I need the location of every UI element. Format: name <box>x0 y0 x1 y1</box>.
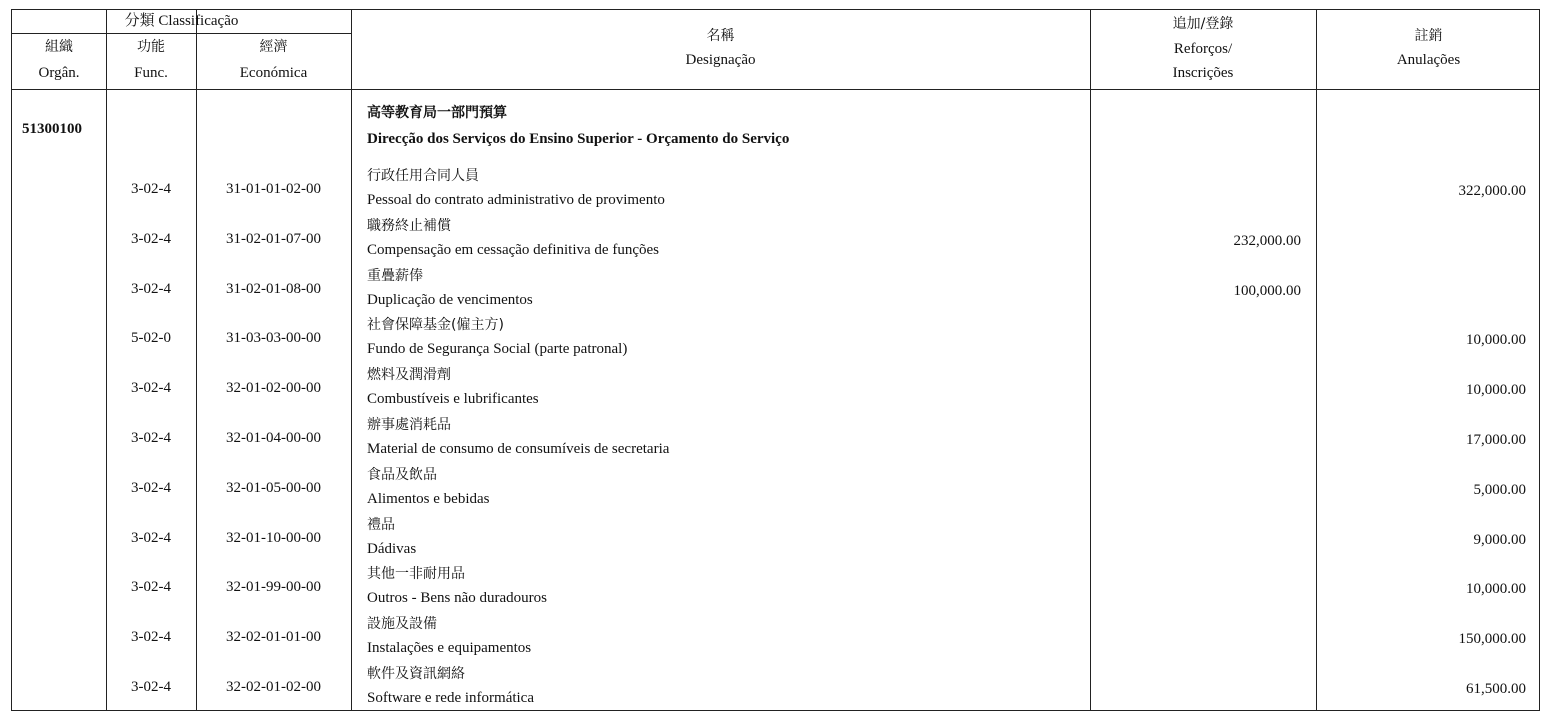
row-designation-zh: 社會保障基金(僱主方) <box>367 317 504 333</box>
row-designation-pt: Compensação em cessação definitiva de funções <box>367 242 659 258</box>
econ-header-zh: 經濟 <box>259 39 288 55</box>
reinforcements-header-zh: 追加/登錄 <box>1172 16 1234 32</box>
row-designation-zh: 禮品 <box>367 517 395 533</box>
header-subdivider <box>12 33 351 34</box>
row-designation-pt: Outros - Bens não duradouros <box>367 590 547 606</box>
column-divider <box>351 10 352 710</box>
row-designation-zh: 行政任用合同人員 <box>367 168 479 184</box>
row-reinforcement-amount: 232,000.00 <box>1233 233 1301 249</box>
econ-header-pt: Económica <box>239 65 308 81</box>
row-annulment-amount: 10,000.00 <box>1466 382 1526 398</box>
row-econ-code: 32-01-10-00-00 <box>226 530 321 546</box>
row-annulment-amount: 17,000.00 <box>1466 432 1526 448</box>
row-designation-zh: 其他一非耐用品 <box>367 566 465 582</box>
row-func-code: 3-02-4 <box>131 380 171 396</box>
organ-title-zh: 高等教育局一部門預算 <box>367 105 507 121</box>
annulments-header-zh: 註銷 <box>1414 28 1443 44</box>
row-func-code: 3-02-4 <box>131 231 171 247</box>
row-designation-pt: Software e rede informática <box>367 690 534 706</box>
budget-table <box>11 9 1540 711</box>
row-func-code: 3-02-4 <box>131 480 171 496</box>
column-divider <box>106 10 107 710</box>
func-header-zh: 功能 <box>137 39 165 55</box>
organ-title-pt: Direcção dos Serviços do Ensino Superior - Orçamento do Serviço <box>367 131 790 147</box>
classification-header: 分類 Classificação <box>124 13 239 29</box>
row-designation-pt: Fundo de Segurança Social (parte patronal) <box>367 341 628 357</box>
organ-header-zh: 組織 <box>45 39 73 55</box>
row-func-code: 3-02-4 <box>131 430 171 446</box>
func-header-pt: Func. <box>134 65 168 81</box>
row-reinforcement-amount: 100,000.00 <box>1233 283 1301 299</box>
row-func-code: 3-02-4 <box>131 181 171 197</box>
designation-header-zh: 名稱 <box>706 28 735 44</box>
organ-code: 51300100 <box>22 121 82 137</box>
reinforcements-header-pt1: Reforços/ <box>1173 41 1233 57</box>
row-func-code: 3-02-4 <box>131 629 171 645</box>
row-designation-zh: 燃料及潤滑劑 <box>367 367 451 383</box>
row-designation-zh: 設施及設備 <box>367 616 437 632</box>
organ-header-pt: Orgân. <box>38 65 80 81</box>
row-func-code: 5-02-0 <box>131 330 171 346</box>
row-econ-code: 32-01-05-00-00 <box>226 480 321 496</box>
row-econ-code: 31-02-01-07-00 <box>226 231 321 247</box>
reinforcements-header-pt2: Inscrições <box>1172 65 1234 81</box>
row-designation-zh: 重疊薪俸 <box>367 268 423 284</box>
row-annulment-amount: 10,000.00 <box>1466 581 1526 597</box>
row-econ-code: 32-01-04-00-00 <box>226 430 321 446</box>
designation-header-pt: Designação <box>685 52 756 68</box>
column-divider <box>1316 10 1317 710</box>
row-annulment-amount: 9,000.00 <box>1473 532 1526 548</box>
row-annulment-amount: 10,000.00 <box>1466 332 1526 348</box>
row-annulment-amount: 61,500.00 <box>1466 681 1526 697</box>
row-annulment-amount: 150,000.00 <box>1458 631 1526 647</box>
row-designation-pt: Combustíveis e lubrificantes <box>367 391 539 407</box>
row-func-code: 3-02-4 <box>131 281 171 297</box>
row-designation-pt: Material de consumo de consumíveis de secretaria <box>367 441 670 457</box>
row-designation-pt: Pessoal do contrato administrativo de provimento <box>367 192 665 208</box>
row-designation-pt: Duplicação de vencimentos <box>367 292 533 308</box>
row-econ-code: 32-02-01-01-00 <box>226 629 321 645</box>
row-econ-code: 32-01-02-00-00 <box>226 380 321 396</box>
row-econ-code: 32-02-01-02-00 <box>226 679 321 695</box>
annulments-header-pt: Anulações <box>1396 52 1461 68</box>
row-func-code: 3-02-4 <box>131 530 171 546</box>
row-annulment-amount: 5,000.00 <box>1473 482 1526 498</box>
row-econ-code: 31-01-01-02-00 <box>226 181 321 197</box>
row-designation-zh: 食品及飲品 <box>367 467 437 483</box>
row-designation-zh: 職務終止補償 <box>367 218 451 234</box>
row-annulment-amount: 322,000.00 <box>1458 183 1526 199</box>
row-econ-code: 31-02-01-08-00 <box>226 281 321 297</box>
row-designation-pt: Instalações e equipamentos <box>367 640 532 656</box>
row-designation-pt: Dádivas <box>367 541 417 557</box>
row-func-code: 3-02-4 <box>131 679 171 695</box>
row-func-code: 3-02-4 <box>131 579 171 595</box>
row-econ-code: 31-03-03-00-00 <box>226 330 321 346</box>
row-econ-code: 32-01-99-00-00 <box>226 579 321 595</box>
column-divider <box>196 10 197 710</box>
header-bottom-rule <box>12 89 1539 90</box>
row-designation-zh: 辦事處消耗品 <box>367 417 451 433</box>
row-designation-zh: 軟件及資訊網絡 <box>367 666 465 682</box>
column-divider <box>1090 10 1091 710</box>
row-designation-pt: Alimentos e bebidas <box>367 491 490 507</box>
